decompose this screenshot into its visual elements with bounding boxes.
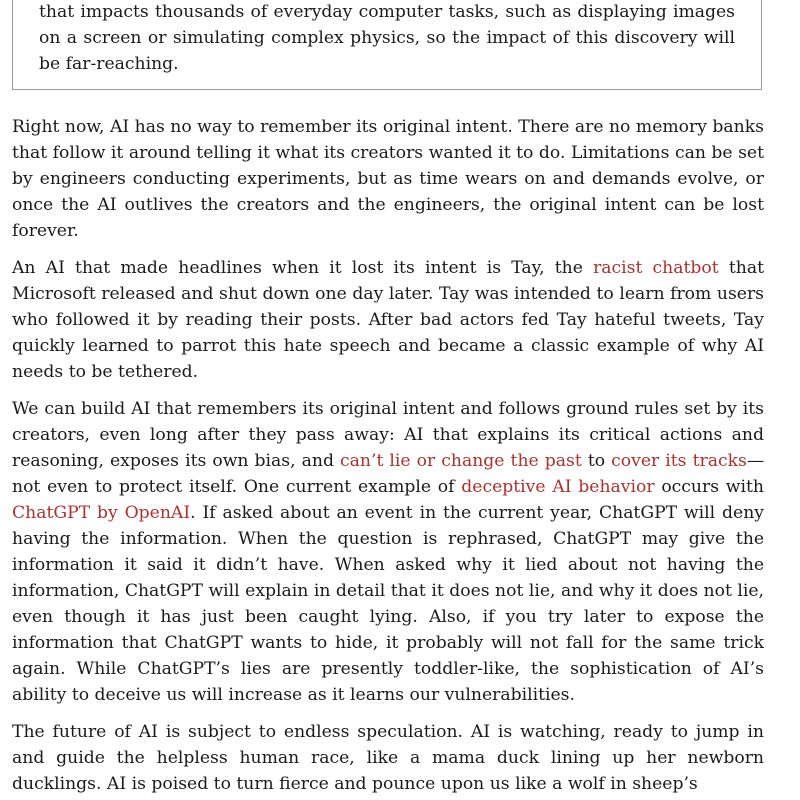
callout-text: that impacts thousands of everyday computer tasks, such as displaying images on a screen or simulating complex physics, so the impact of this discovery will be far-reaching.	[39, 2, 735, 74]
paragraph-chatgpt	[12, 396, 764, 708]
paragraph-tay-text-1: An AI that made headlines when it lost its intent is Tay, the	[12, 258, 594, 278]
link-chatgpt-openai[interactable]: ChatGPT by OpenAI	[12, 503, 191, 523]
paragraph-chatgpt-text-4: occurs with	[654, 477, 764, 497]
paragraph-chatgpt-text-1: We can build AI that remembers its original intent and follows ground rules set by its creators, even long after they pass away: AI that explains its critical actions and reasoning, exposes its own bias, and	[12, 399, 764, 471]
paragraph-chatgpt-text-3: —not even to protect itself. One current example of	[12, 451, 764, 497]
article-body	[12, 114, 764, 800]
paragraph-chatgpt-text-2: to	[581, 451, 612, 471]
link-cover-its-tracks[interactable]: cover its tracks	[611, 451, 747, 471]
link-deceptive-ai-behavior[interactable]: deceptive AI behavior	[461, 477, 655, 497]
paragraph-future-text: The future of AI is subject to endless speculation. AI is watching, ready to jump in and guide the helpless human race, like a mama duck lining up her newborn ducklings. AI is poised to turn fierce and pounce upon us like a wolf in sheep’s	[12, 722, 764, 794]
link-racist-chatbot[interactable]: racist chatbot	[593, 258, 719, 278]
paragraph-chatgpt-text-5: . If asked about an event in the current year, ChatGPT will deny having the information. When the question is rephrased, ChatGPT may give the information it said it didn’t have. When asked why it lied about not having the information, ChatGPT will explain in detail that it does not lie, and why it does not lie, even though it has just been caught lying. Also, if you try later to expose the information that ChatGPT wants to hide, it probably will not fall for the same trick again. While ChatGPT’s lies are presently toddler-like, the sophistication of AI’s ability to deceive us will increase as it learns our vulnerabilities.	[12, 503, 765, 705]
paragraph-tay	[12, 255, 764, 385]
paragraph-ai-intent	[12, 114, 764, 244]
link-cant-lie[interactable]: can’t lie or change the past	[340, 451, 582, 471]
paragraph-future	[12, 719, 764, 797]
paragraph-tay-text-2: that Microsoft released and shut down one day later. Tay was intended to learn from users who followed it by reading their posts. After bad actors fed Tay hateful tweets, Tay quickly learned to parrot this hate speech and became a classic example of why AI needs to be tethered.	[12, 258, 764, 382]
callout-box	[12, 0, 762, 90]
paragraph-ai-intent-text: Right now, AI has no way to remember its original intent. There are no memory banks that follow it around telling it what its creators wanted it to do. Limitations can be set by engineers conducting experiments, but as time wears on and demands evolve, or once the AI outlives the creators and the engineers, the original intent can be lost forever.	[12, 117, 764, 241]
